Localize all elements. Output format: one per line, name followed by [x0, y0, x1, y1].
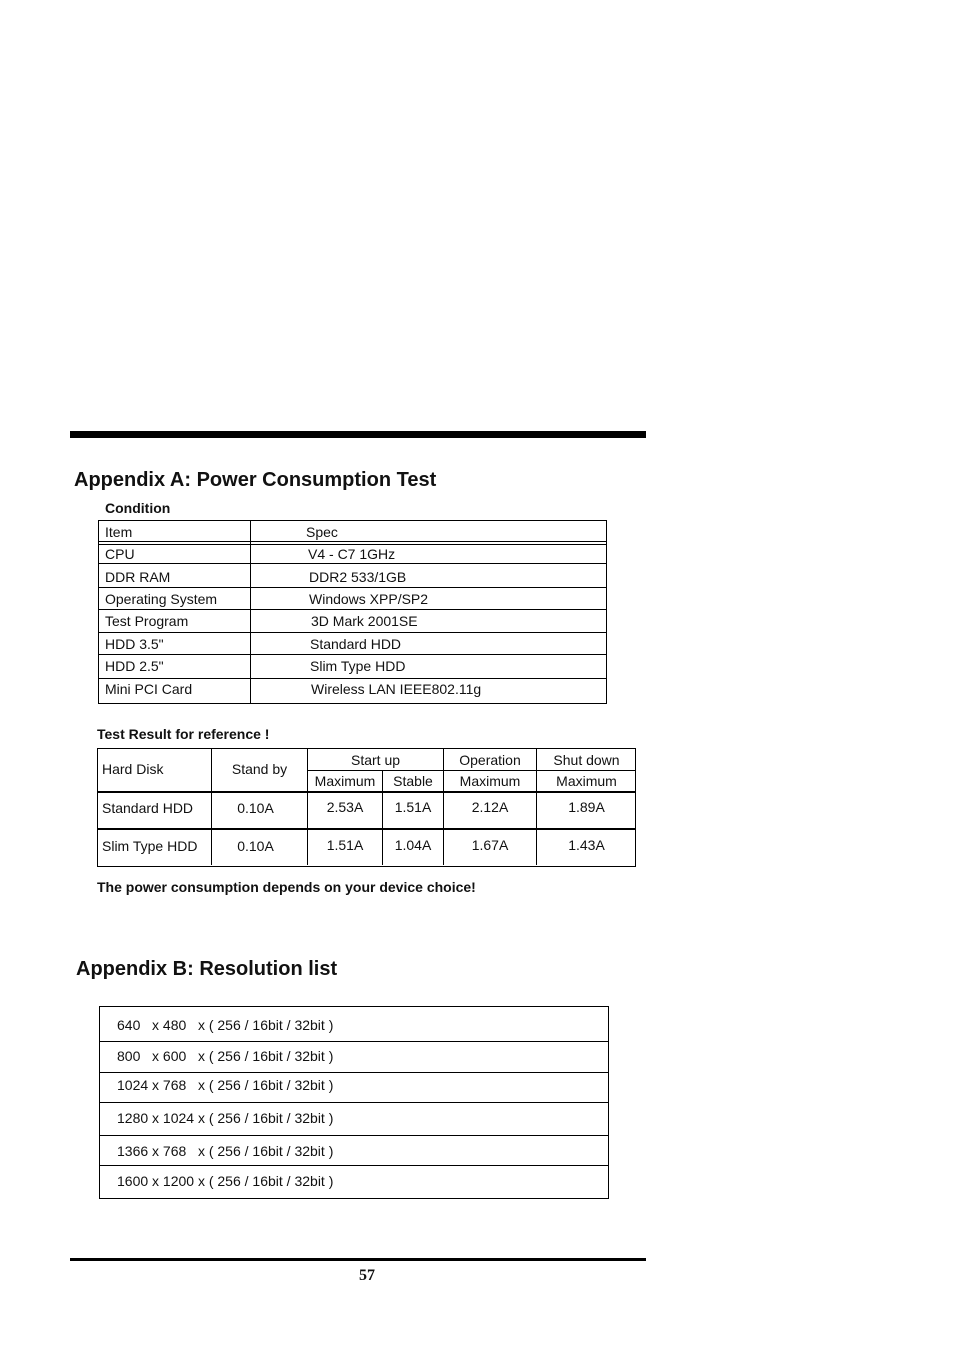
result-label: Test Result for reference ! [97, 726, 270, 742]
row-divider [100, 1041, 608, 1042]
appendix-a-title: Appendix A: Power Consumption Test [74, 469, 437, 491]
result-shutdown-max: 1.89A [568, 799, 605, 815]
resolution-item: 800 x 600 x ( 256 / 16bit / 32bit ) [117, 1048, 334, 1064]
header-hard-disk: Hard Disk [102, 761, 164, 777]
result-standby: 0.10A [237, 838, 274, 854]
row-divider [100, 1102, 608, 1103]
cond-item: HDD 2.5" [105, 658, 164, 674]
cond-item: DDR RAM [105, 569, 171, 585]
row-divider [99, 563, 606, 564]
resolution-item: 1366 x 768 x ( 256 / 16bit / 32bit ) [117, 1143, 334, 1159]
row-divider [100, 1165, 608, 1166]
header-shut-down: Shut down [553, 752, 620, 768]
condition-table [98, 520, 607, 704]
subheader-maximum: Maximum [314, 773, 376, 789]
row-divider [100, 1072, 608, 1073]
subheader-maximum: Maximum [459, 773, 521, 789]
result-shutdown-max: 1.43A [568, 837, 605, 853]
header-item: Item [105, 524, 133, 540]
power-note: The power consumption depends on your device choice! [97, 879, 476, 895]
result-startup-stable: 1.51A [394, 799, 432, 815]
row-divider [100, 1135, 608, 1136]
top-rule [70, 431, 646, 438]
cond-item: CPU [105, 546, 135, 562]
resolution-item: 1280 x 1024 x ( 256 / 16bit / 32bit ) [117, 1110, 334, 1126]
header-operation: Operation [459, 752, 521, 768]
row-divider [99, 544, 606, 545]
result-hdd: Standard HDD [102, 800, 194, 816]
row-divider [98, 828, 635, 830]
resolution-item: 1024 x 768 x ( 256 / 16bit / 32bit ) [117, 1077, 334, 1093]
column-divider [250, 521, 251, 703]
resolution-item: 1600 x 1200 x ( 256 / 16bit / 32bit ) [117, 1173, 334, 1189]
row-divider [99, 541, 606, 542]
cond-spec: Slim Type HDD [310, 658, 406, 674]
cond-spec: DDR2 533/1GB [309, 569, 407, 585]
appendix-b-title: Appendix B: Resolution list [76, 958, 338, 980]
row-divider [99, 587, 606, 588]
result-operation-max: 2.12A [471, 799, 509, 815]
row-divider [99, 678, 606, 679]
result-startup-stable: 1.04A [394, 837, 432, 853]
bottom-rule [70, 1258, 646, 1261]
subheader-stable: Stable [393, 773, 433, 789]
cond-spec: V4 - C7 1GHz [308, 546, 396, 562]
cond-item: Mini PCI Card [105, 681, 193, 697]
header-spec: Spec [306, 524, 338, 540]
result-startup-max: 1.51A [326, 837, 364, 853]
cond-spec: Wireless LAN IEEE802.11g [311, 681, 482, 697]
cond-spec: Standard HDD [310, 636, 402, 652]
condition-label: Condition [105, 500, 171, 516]
row-divider [307, 770, 635, 771]
header-start-up: Start up [350, 752, 401, 768]
resolution-table [99, 1006, 609, 1199]
cond-item: Test Program [105, 613, 189, 629]
header-stand-by: Stand by [231, 761, 288, 777]
cond-item: HDD 3.5" [105, 636, 164, 652]
row-divider [99, 609, 606, 610]
result-standby: 0.10A [237, 800, 274, 816]
row-divider [99, 654, 606, 655]
page-number: 57 [359, 1267, 375, 1284]
cond-item: Operating System [105, 591, 218, 607]
result-hdd: Slim Type HDD [102, 838, 198, 854]
row-divider [99, 632, 606, 633]
cond-spec: Windows XPP/SP2 [309, 591, 429, 607]
subheader-maximum: Maximum [556, 773, 617, 789]
result-table [97, 748, 636, 867]
result-startup-max: 2.53A [326, 799, 364, 815]
row-divider [98, 791, 635, 793]
cond-spec: 3D Mark 2001SE [311, 613, 418, 629]
resolution-item: 640 x 480 x ( 256 / 16bit / 32bit ) [117, 1017, 334, 1033]
result-operation-max: 1.67A [471, 837, 509, 853]
